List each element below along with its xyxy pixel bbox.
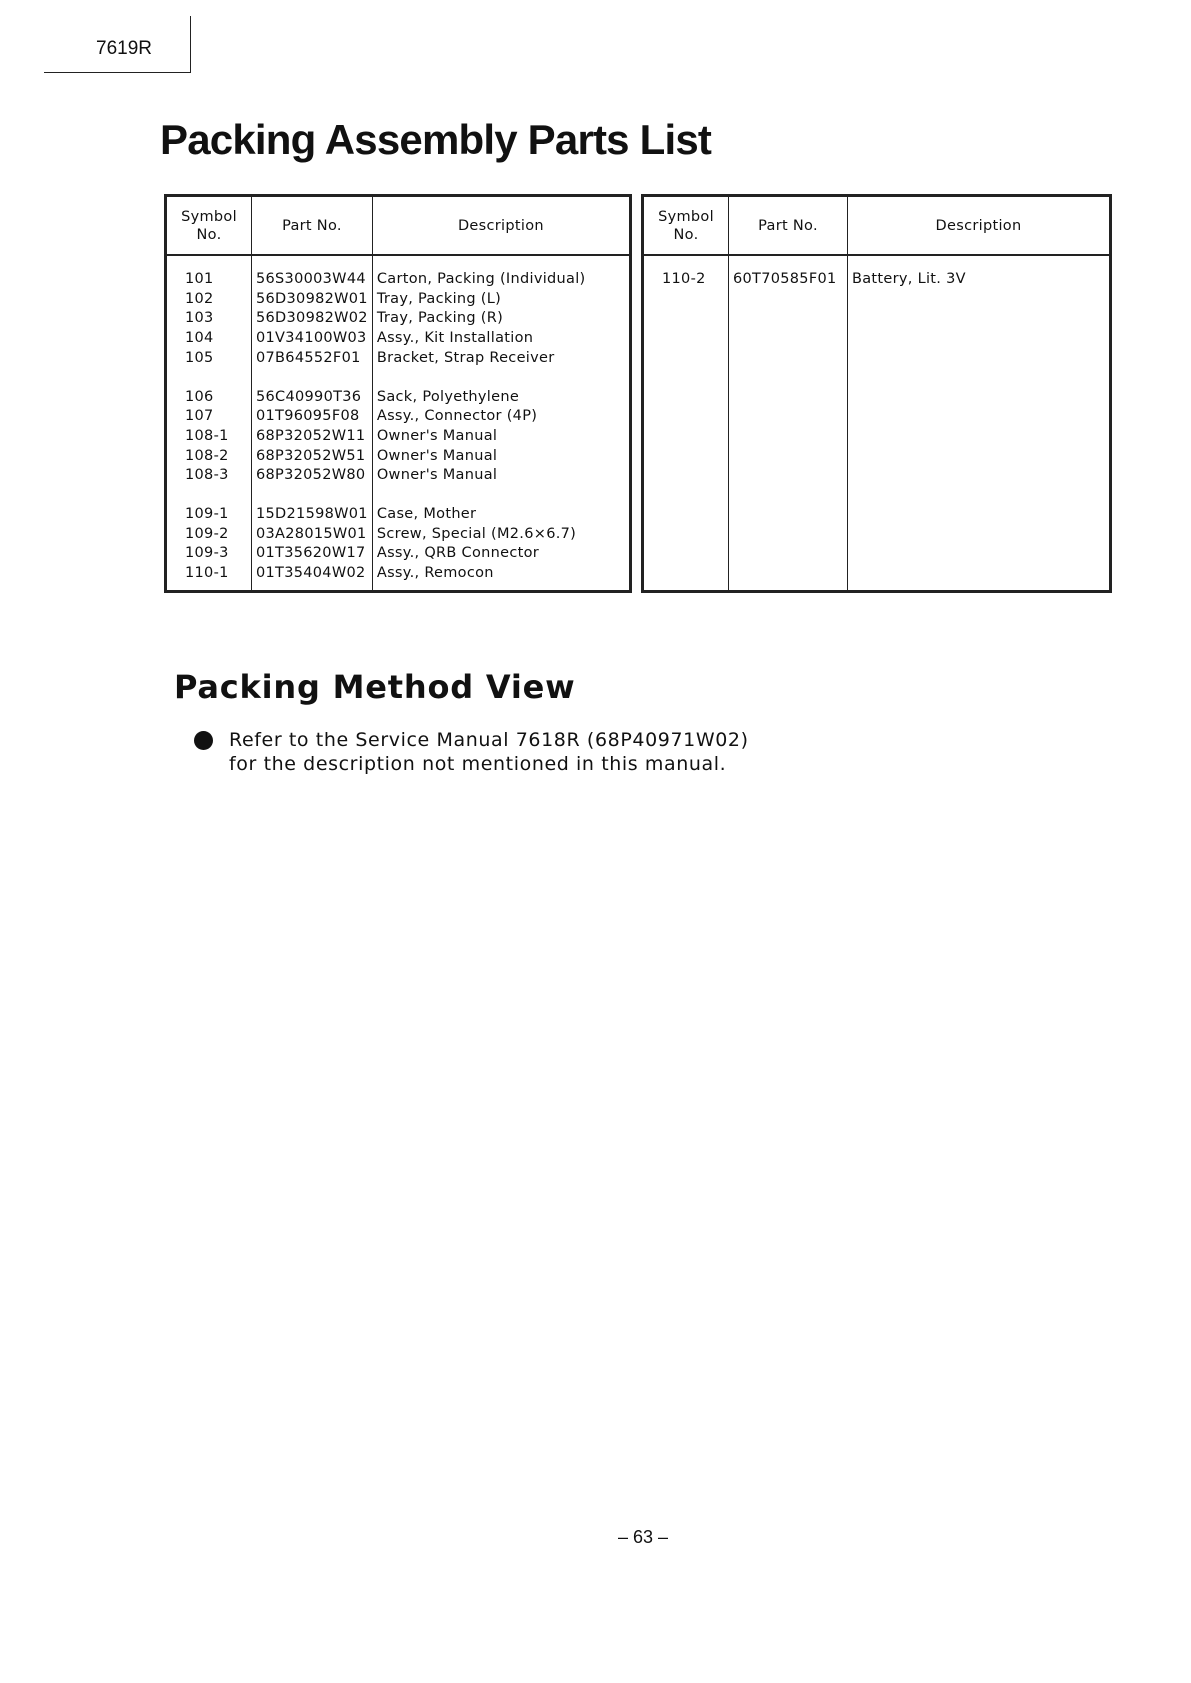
table-row [166,427,631,447]
symbol-cell: 102 [166,290,252,310]
part-no-cell: 01T96095F08 [252,407,373,427]
symbol-cell: 107 [166,407,252,427]
symbol-cell: 109-3 [166,544,252,564]
table-row [166,329,631,349]
table-row [166,466,631,486]
part-no-cell: 01T35620W17 [252,544,373,564]
description-cell: Carton, Packing (Individual) [372,270,630,290]
table-row [166,407,631,427]
table-row [166,505,631,525]
table-row [643,270,1111,290]
part-no-cell: 56S30003W44 [252,270,373,290]
table-row [166,270,631,290]
symbol-header: Symbol No. [166,196,252,256]
table-row [166,544,631,564]
table-row [166,525,631,545]
symbol-cell: 110-2 [643,270,729,290]
symbol-cell: 104 [166,329,252,349]
note-line-1: Refer to the Service Manual 7618R (68P40971W02) [229,729,749,751]
section-title: Packing Method View [174,668,576,706]
parts-table-left [164,194,632,593]
description-cell: Screw, Special (M2.6×6.7) [372,525,630,545]
description-cell: Owner's Manual [372,427,630,447]
part-no-cell: 56D30982W01 [252,290,373,310]
page-title: Packing Assembly Parts List [160,116,712,163]
part-no-cell: 68P32052W51 [252,447,373,467]
symbol-cell: 103 [166,309,252,329]
description-cell: Case, Mother [372,505,630,525]
description-cell: Owner's Manual [372,447,630,467]
description-cell: Assy., QRB Connector [372,544,630,564]
note-line-2: for the description not mentioned in this manual. [229,753,727,775]
description-cell: Battery, Lit. 3V [848,270,1111,290]
symbol-cell: 101 [166,270,252,290]
table-header [166,196,631,256]
symbol-cell: 109-2 [166,525,252,545]
part-no-cell: 60T70585F01 [729,270,848,290]
table-row [166,349,631,369]
part-no-cell: 01V34100W03 [252,329,373,349]
table-header [643,196,1111,256]
symbol-cell: 108-1 [166,427,252,447]
description-header: Description [848,196,1111,256]
table-row [166,564,631,584]
description-cell: Assy., Remocon [372,564,630,584]
parts-table-right [641,194,1112,593]
page-number: – 63 – [618,1527,669,1547]
description-cell: Bracket, Strap Receiver [372,349,630,369]
model-number-tab [44,16,191,73]
description-cell: Tray, Packing (L) [372,290,630,310]
part-no-cell: 68P32052W80 [252,466,373,486]
description-header: Description [372,196,630,256]
table-row [166,388,631,408]
part-no-cell: 56D30982W02 [252,309,373,329]
part-no-cell: 03A28015W01 [252,525,373,545]
description-cell: Sack, Polyethylene [372,388,630,408]
symbol-cell: 110-1 [166,564,252,584]
symbol-cell: 105 [166,349,252,369]
symbol-cell: 109-1 [166,505,252,525]
part-no-cell: 56C40990T36 [252,388,373,408]
bullet-icon [194,731,213,750]
table-row [166,309,631,329]
part-no-cell: 68P32052W11 [252,427,373,447]
table-row [166,447,631,467]
model-number: 7619R [96,38,152,59]
part-no-header: Part No. [252,196,373,256]
part-no-cell: 15D21598W01 [252,505,373,525]
description-cell: Owner's Manual [372,466,630,486]
part-no-header: Part No. [729,196,848,256]
part-no-cell: 07B64552F01 [252,349,373,369]
table-row [166,290,631,310]
note-text [229,728,749,776]
part-no-cell: 01T35404W02 [252,564,373,584]
description-cell: Assy., Kit Installation [372,329,630,349]
description-cell: Assy., Connector (4P) [372,407,630,427]
symbol-cell: 106 [166,388,252,408]
symbol-header: Symbol No. [643,196,729,256]
description-cell: Tray, Packing (R) [372,309,630,329]
symbol-cell: 108-3 [166,466,252,486]
symbol-cell: 108-2 [166,447,252,467]
